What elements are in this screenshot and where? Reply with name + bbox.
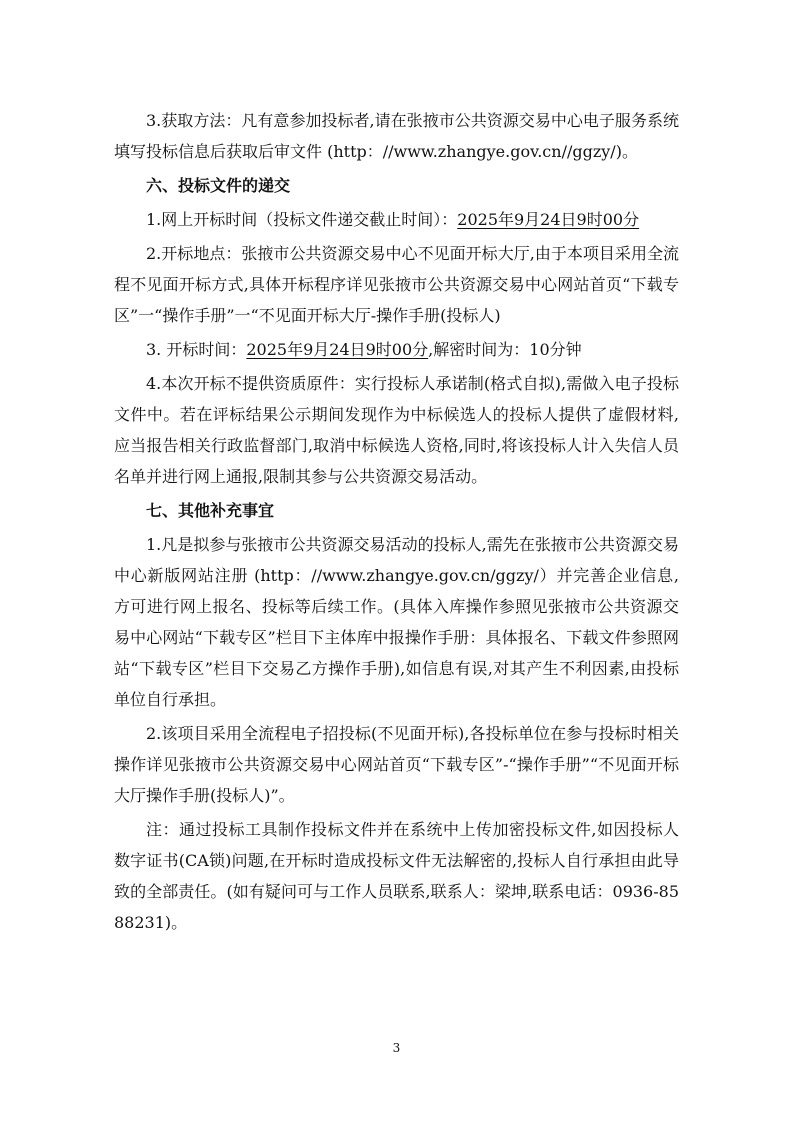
- bid-opening-value: 2025年9月24日9时00分: [246, 340, 429, 359]
- bid-opening-label: 3. 开标时间：: [146, 340, 247, 359]
- opening-time-value: 2025年9月24日9时00分: [457, 210, 640, 229]
- paragraph-qualification-commitment: 4.本次开标不提供资质原件：实行投标人承诺制(格式自拟),需做入电子投标文件中。若在评标结果公示期间发现作为中标候选人的投标人提供了虚假材料,应当报告相关行政监督部门,取消中标候选人资格,同时,将该投标人计入失信人员名单并进行网上通报,限制其参与公共资源交易活动。: [114, 374, 679, 486]
- paragraph-note-contact: 注：通过投标工具制作投标文件并在系统中上传加密投标文件,如因投标人数字证书(CA锁)问题,在开标时造成投标文件无法解密的,投标人自行承担由此导致的全部责任。(如有疑问可与工作人员联系,联系人：梁坤,联系电话：0936-8588231)。: [114, 820, 679, 932]
- paragraph-opening-location: 2.开标地点：张掖市公共资源交易中心不见面开标大厅,由于本项目采用全流程不见面开标方式,具体开标程序详见张掖市公共资源交易中心网站首页“下载专区”一“操作手册”一“不见面开标大厅-操作手册(投标人): [114, 244, 679, 325]
- paragraph-opening-time: [114, 334, 679, 365]
- paragraph-registration: 1.凡是拟参与张掖市公共资源交易活动的投标人,需先在张掖市公共资源交易中心新版网站注册 (http：//www.zhangye.gov.cn/ggzy/）并完善企业信息,方可进行网上报名、投标等后续工作。(具体入库操作参照见张掖市公共资源交易中心网站“下载专区”栏目下主体库中报操作手册：具体报名、下载文件参照网站“下载专区”栏目下交易乙方操作手册),如信息有误,对其产生不利因素,由投标单位自行承担。: [114, 535, 679, 709]
- paragraph-acquisition-method: 3.获取方法：凡有意参加投标者,请在张掖市公共资源交易中心电子服务系统填写投标信息后获取后审文件 (http：//www.zhangye.gov.cn//ggzy/)。: [114, 111, 679, 161]
- page-number: 3: [392, 1041, 401, 1055]
- paragraph-electronic-bidding: 2.该项目采用全流程电子招投标(不见面开标),各投标单位在参与投标时相关操作详见张掖市公共资源交易中心网站首页“下载专区”-“操作手册”“不见面开标大厅操作手册(投标人)”。: [114, 724, 679, 805]
- decryption-time-text: ,解密时间为：10分钟: [428, 340, 582, 359]
- document-body: [114, 105, 679, 941]
- paragraph-online-opening-time: [114, 204, 679, 235]
- section-heading-other-matters: 七、其他补充事宜: [146, 501, 275, 520]
- opening-time-label: 1.网上开标时间（投标文件递交截止时间）：: [146, 210, 458, 229]
- section-heading-submission: 六、投标文件的递交: [146, 176, 291, 195]
